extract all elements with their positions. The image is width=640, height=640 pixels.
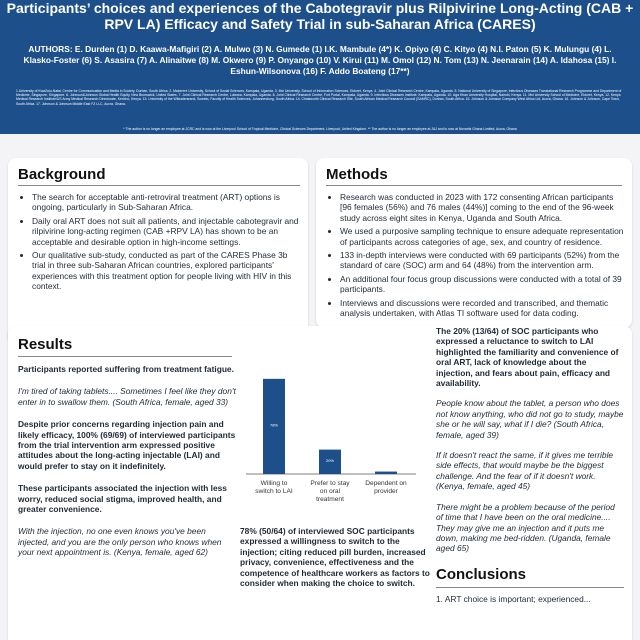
background-list (18, 192, 302, 292)
background-divider (18, 185, 300, 186)
background-panel (8, 158, 308, 344)
quote-south-africa-33: I'm tired of taking tablets.... Sometimes I feel like they don't enter in to swallow them. (South Africa, female, aged 33) (18, 386, 236, 407)
quote-kenya-62: With the injection, no one even knows you've been injected, and you are the only person who knows when your next appointment is. (Kenya, female, aged 62) (18, 526, 222, 558)
results-panel (8, 326, 632, 640)
poster-header (0, 0, 640, 134)
author-footnote: * The author is no longer an employee at JCRC and is now at the Liverpool School of Tropical Medicine, Clinical Sciences Department, Liverpool, United Kingdom. ** The author is no longer an employee at J&J and is now at Novartis Ghana Limited, Accra, Ghana (123, 127, 517, 131)
chart-bar (375, 472, 397, 474)
results-finding-1: Participants reported suffering from treatment fatigue. (18, 364, 234, 374)
results-divider (18, 356, 232, 357)
affiliations: 1.University of KwaZulu-Natal, Centre for Communication and Media in Society, Durban, South Africa. 2. Makerere University, School of Social Sciences, Kampala, Uganda. 3. Moi University, School of Information Sciences, Eldoret, Kenya. 4. Joint Clinical Research Centre, Kampala, Uganda. 5. National University of Singapore, Infectious Diseases Translational Research Programme and Department of Medicine, Singapore, Singapore. 6. Johnson&Johnson Global Health Equity, New Brunswick, United States. 7. Joint Clinical Research Centre, Lubowa, Kampala, Uganda. 8. Joint Clinical Research Centre, Fort Portal, Kampala, Uganda. 9. Infectious Diseases Institute, Kampala, Uganda. 10. Aga Khan University Hospital, Nairobi, Kenya. 11. Moi University School of Medicine, Eldoret, Kenya. 12. Kenya Medical Research Institute/US Army Medical Research Directorate, Kericho, Kenya. 13. University of the Witwatersrand, Soweto, Faculty of Health Sciences, Johannesburg, South Africa. 14. Chatsworth Clinical Research Site, South African Medical Research Council (SAMRC), Durban, South Africa. 15. Johnson & Johnson Company West Africa Ltd, Accra, Ghana. 16. Johnson & Johnson, Cape Town, South Africa. 17. Johnson & Johnson Middle East FZ LLC, Accra, Ghana. (16, 89, 622, 106)
results-finding-3: These participants associated the injection with less worry, reduced social stigma, improved health, and greater convenience. (18, 483, 227, 515)
authors-list: AUTHORS: E. Durden (1) D. Kaawa-Mafigiri (2) A. Mulwo (3) N. Gumede (1) I.K. Mambule (4*) K. Opiyo (4) C. Kityo (4) N.I. Paton (5) K. Mulungu (4) L. Klasko-Foster (6) S. Asasira (7) A. Alinaitwe (8) M. Okwero (9) P. Onyango (10) V. Kirui (11) M. Omol (12) N. Tom (13) N. Jeenarain (14) A. Idahosa (15) I. Eshun-Wilsonova (16) F. Addo Boateng (17**) (23, 44, 617, 76)
methods-divider (326, 185, 622, 186)
chart-category-label: Prefer to stay on oral treatment (310, 480, 350, 503)
background-title: Background (18, 166, 106, 183)
reluctant-finding: The 20% (13/64) of SOC participants who expressed a reluctance to switch to LAI highlighted the familiarity and convenience of oral ART, lack of knowledge about the injection, and fears about pain, efficacy and availability. (436, 326, 619, 389)
chart-data-label: 20% (325, 457, 335, 463)
methods-bullet: • Interviews and discussions were recorded and transcribed, and thematic analysis undertaken, with Atlas TI software used for data coding. (340, 298, 626, 319)
results-finding-4: 78% (50/64) of interviewed SOC participants expressed a willingness to switch to the injection; citing reduced pill burden, increased privacy, convenience, effectiveness and the competence of healthcare workers as factors to consider when making the choice to switch. (240, 526, 430, 589)
methods-panel (316, 158, 632, 328)
poster-title: Participants’ choices and experiences of the Cabotegravir plus Rilpivirine Long-Acting (CAB + RPV LA) Efficacy and Safety Trial in sub-Saharan Africa (CARES) (6, 0, 634, 32)
conclusion-item-1: 1. ART choice is important; experienced... (436, 593, 591, 604)
methods-bullet: • Research was conducted in 2023 with 172 consenting African participants [96 females (56%) and 76 males (44%)] coming to the end of the 96-week study across eight sites in Kenya, Uganda and South Africa. (340, 192, 626, 223)
quote-kenya-45: If it doesn't react the same, if it gives me terrible side effects, that would maybe be the biggest challenge. And the fear of if it doesn't work. (Kenya, female, aged 45) (436, 450, 614, 492)
methods-bullet: • We used a purposive sampling technique to ensure adequate representation of participants across categories of age, sex, and country of residence. (340, 226, 626, 247)
quote-uganda-65: There might be a problem because of the period of time that I have been on the oral medicine.... They may give me an injection and it puts me down, making me bed-ridden. (Uganda, female aged 65) (436, 501, 615, 554)
chart-data-label: 78% (269, 422, 279, 428)
conclusions-divider (436, 587, 624, 588)
background-bullet: • Daily oral ART does not suit all patients, and injectable cabotegravir and rilpivirine long-acting regimen (CAB +RPV LA) has shown to be an acceptable and desirable option in high-income settings. (32, 216, 302, 247)
quote-south-africa-39: People know about the tablet, a person who does not know anything, who did not go to study, maybe she or he will say, what if I die? (South Africa, female, aged 39) (436, 398, 624, 440)
methods-list (326, 192, 626, 318)
results-finding-2: Despite prior concerns regarding injection pain and likely efficacy, 100% (69/69) of interviewed participants from the trial intervention arm expressed positive attitudes about the long-acting injectable (LAI) and would prefer to stay on it indefinitely. (18, 419, 236, 471)
switch-preference-bar-chart (240, 342, 420, 520)
methods-bullet: • 133 in-depth interviews were conducted with 69 participants (52%) from the standard of care (SOC) arm and 64 (48%) from the intervention arm. (340, 250, 626, 271)
background-bullet: • Our qualitative sub-study, conducted as part of the CARES Phase 3b trial in three sub-Saharan African countries, explored participants' experiences with this treatment option for people living with HIV in this context. (32, 250, 302, 292)
results-title: Results (18, 336, 73, 353)
chart-category-label: Willing to switch to LAI (255, 480, 293, 495)
background-bullet: • The search for acceptable anti-retroviral treatment (ART) options is ongoing, particularly in Sub-Saharan Africa. (32, 192, 302, 213)
methods-title: Methods (326, 166, 388, 183)
chart-category-label: Dependent on provider (365, 480, 407, 495)
conclusions-title: Conclusions (436, 565, 527, 583)
methods-bullet: • An additional four focus group discussions were conducted with a total of 39 participants. (340, 274, 626, 295)
